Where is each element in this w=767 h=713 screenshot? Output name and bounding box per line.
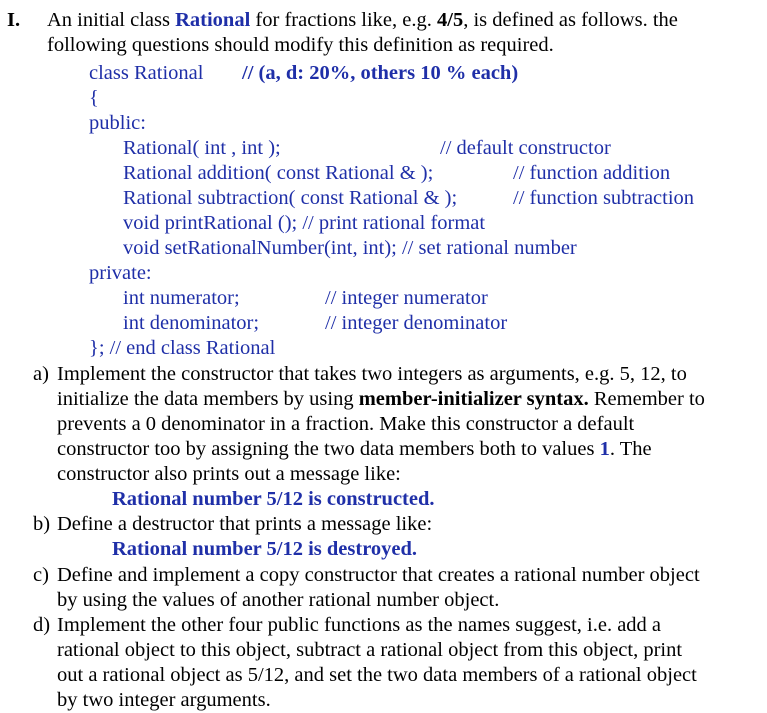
question-c-label: c) [33,564,49,586]
addition-decl: Rational addition( const Rational & ); [123,162,434,184]
question-d-line-1: Implement the other four public functions as the names suggest, i.e. add a [57,614,662,636]
constructor-comment: // default constructor [440,137,611,159]
constructed-message: Rational number 5/12 is constructed. [112,488,435,510]
constructor-decl: Rational( int , int ); [123,137,281,159]
question-d-line-3: out a rational object as 5/12, and set the two data members of a rational object [57,664,697,686]
question-d-label: d) [33,614,51,636]
question-a-line-2 [57,387,705,412]
intro-line-1 [47,8,678,33]
question-a-line-4 [57,437,652,462]
intro-line-2: following questions should modify this definition as required. [47,34,554,56]
grading-weights: // (a, d: 20%, others 10 % each) [242,62,519,84]
private-label: private: [89,262,152,284]
denominator-comment: // integer denominator [325,312,508,334]
question-b-label: b) [33,513,51,535]
print-decl: void printRational (); // print rational format [123,212,486,234]
open-brace: { [89,87,99,109]
numerator-decl: int numerator; [123,287,240,309]
intro-text: for fractions like, e.g. [250,9,438,31]
question-text: . The [609,438,652,460]
addition-comment: // function addition [513,162,671,184]
question-c-line-1: Define and implement a copy constructor that creates a rational number object [57,564,700,586]
question-d-line-4: by two integer arguments. [57,689,271,711]
set-decl: void setRationalNumber(int, int); // set rational number [123,237,577,259]
subtraction-comment: // function subtraction [513,187,695,209]
destroyed-message: Rational number 5/12 is destroyed. [112,538,418,560]
question-a-line-3: prevents a 0 denominator in a fraction. Make this constructor a default [57,413,635,435]
question-c-line-2: by using the values of another rational number object. [57,589,500,611]
fraction-example: 4/5 [437,9,464,31]
intro-text: An initial class [47,9,176,31]
numerator-comment: // integer numerator [325,287,488,309]
question-text: constructor too by assigning the two data members both to values [57,438,600,460]
question-a-line-1: Implement the constructor that takes two integers as arguments, e.g. 5, 12, to [57,363,687,385]
class-declaration: class Rational [89,62,204,84]
class-name: Rational [175,9,251,31]
member-initializer-term: member-initializer syntax. [358,388,589,410]
class-close: }; // end class Rational [89,337,276,359]
question-text: Remember to [588,388,705,410]
question-b-line-1: Define a destructor that prints a message like: [57,513,433,535]
public-label: public: [89,112,146,134]
denominator-decl: int denominator; [123,312,260,334]
question-a-label: a) [33,363,49,385]
default-value: 1 [599,438,610,460]
question-d-line-2: rational object to this object, subtract a rational object from this object, print [57,639,683,661]
section-marker: I. [7,9,21,31]
subtraction-decl: Rational subtraction( const Rational & ); [123,187,458,209]
intro-text: , is defined as follows. the [463,9,678,31]
question-text: initialize the data members by using [57,388,359,410]
question-a-line-5: constructor also prints out a message like: [57,463,401,485]
